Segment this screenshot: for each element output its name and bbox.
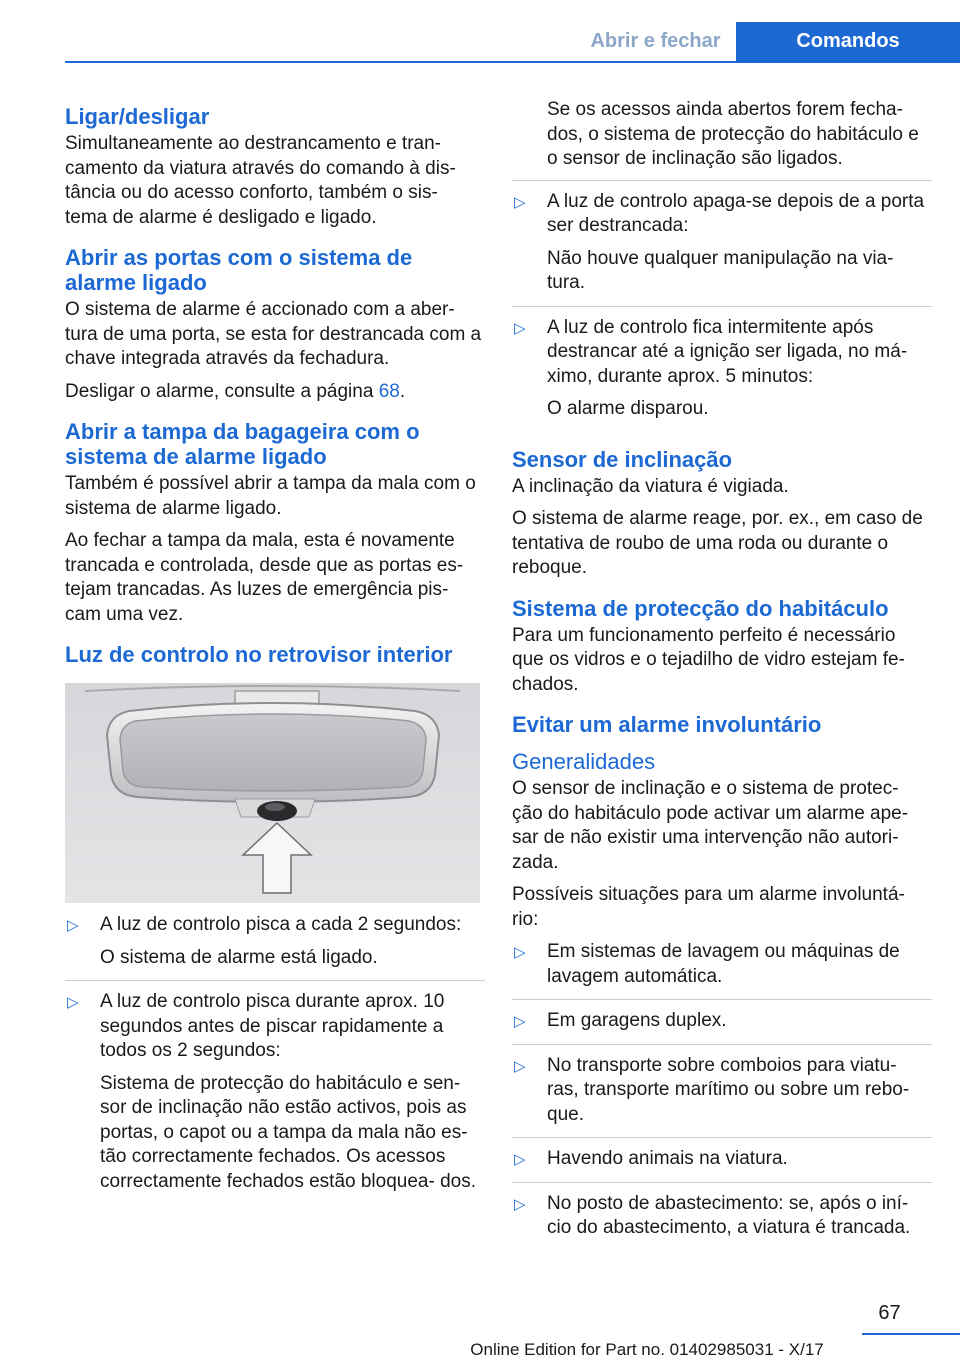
triangle-right-icon: ▷ bbox=[514, 1013, 526, 1030]
heading-evitar-alarme: Evitar um alarme involuntário bbox=[512, 712, 822, 737]
list-item-result: Não houve qualquer manipulação na via‐ tura. bbox=[547, 247, 894, 293]
list-item bbox=[65, 980, 485, 1204]
paragraph: O sensor de inclinação e o sistema de protec‐ ção do habitáculo pode activar um alarme ape‐ sar de não existir uma intervenção não autori‐ zada. bbox=[512, 778, 909, 873]
paragraph-page-ref bbox=[65, 380, 485, 405]
alarm-situations-list bbox=[512, 940, 932, 1251]
list-item-text: No posto de abastecimento: se, após o iní‐ cio do abastecimento, a viatura é trancada. bbox=[547, 1192, 911, 1238]
triangle-right-icon: ▷ bbox=[67, 917, 79, 934]
header-chapter-tab[interactable]: Comandos bbox=[736, 22, 960, 61]
triangle-right-icon: ▷ bbox=[514, 319, 526, 337]
list-item-text: Em garagens duplex. bbox=[547, 1010, 727, 1031]
footer-rule bbox=[862, 1333, 960, 1335]
indicator-list-left bbox=[65, 913, 485, 1204]
list-item-result: O sistema de alarme está ligado. bbox=[100, 946, 378, 968]
edition-footer: Online Edition for Part no. 01402985031 - X/17 bbox=[470, 1340, 824, 1359]
triangle-right-icon: ▷ bbox=[514, 193, 526, 211]
paragraph: Possíveis situações para um alarme involuntá‐ rio: bbox=[512, 884, 905, 930]
triangle-right-icon: ▷ bbox=[514, 1057, 526, 1075]
ref-text: Desligar o alarme, consulte a página bbox=[65, 380, 379, 402]
paragraph: Também é possível abrir a tampa da mala com o sistema de alarme ligado. bbox=[65, 473, 476, 519]
list-item-text: A luz de controlo fica intermitente após destrancar até a ignição ser ligada, no má‐ ximo, durante aprox. 5 minutos: bbox=[547, 316, 908, 387]
heading-sensor-inclinacao: Sensor de inclinação bbox=[512, 446, 733, 472]
heading-abrir-tampa: Abrir a tampa da bagageira com o sistema de alarme ligado bbox=[65, 419, 420, 469]
ref-suffix: . bbox=[399, 380, 406, 402]
left-column bbox=[65, 98, 485, 1204]
heading-abrir-portas: Abrir as portas com o sistema de alarme ligado bbox=[65, 245, 413, 295]
paragraph: A inclinação da viatura é vigiada. bbox=[512, 475, 789, 497]
list-item-result: Sistema de protecção do habitáculo e sen‐ sor de inclinação não estão activos, pois as portas, o capot ou a tampa da mala não es‐ tão correctamente fechados. Os acessos correctamente fechados estão bloquea‐ dos. bbox=[100, 1072, 477, 1192]
heading-proteccao-habitaculo: Sistema de protecção do habitáculo bbox=[512, 595, 889, 621]
heading-ligar-desligar: Ligar/desligar bbox=[65, 104, 210, 129]
triangle-right-icon: ▷ bbox=[514, 1151, 526, 1168]
list-item-text: Em sistemas de lavagem ou máquinas de lavagem automática. bbox=[547, 941, 900, 987]
list-item bbox=[65, 913, 485, 980]
page-link[interactable]: 68 bbox=[378, 380, 400, 402]
paragraph: Ao fechar a tampa da mala, esta é novamente trancada e controlada, desde que as portas es‐ tejam trancadas. As luzes de emergência pis‐ cam uma vez. bbox=[65, 530, 464, 625]
paragraph: Para um funcionamento perfeito é necessário que os vidros e o tejadilho de vidro estejam fe‐ chados. bbox=[512, 624, 905, 695]
list-item-result: O alarme disparou. bbox=[547, 398, 709, 419]
rearview-mirror-illustration bbox=[65, 683, 480, 903]
list-item-text: Havendo animais na viatura. bbox=[547, 1148, 788, 1169]
paragraph: O sistema de alarme reage, por. ex., em caso de tentativa de roubo de uma roda ou durante o reboque. bbox=[512, 508, 923, 578]
list-item bbox=[512, 1044, 932, 1138]
list-item bbox=[512, 940, 932, 999]
paragraph: O sistema de alarme é accionado com a aber‐ tura de uma porta, se esta for destrancada com a chave integrada através da fechadura. bbox=[65, 299, 482, 369]
header-rule bbox=[65, 61, 960, 63]
heading-luz-controlo: Luz de controlo no retrovisor interior bbox=[65, 642, 453, 667]
list-item bbox=[512, 1137, 932, 1182]
page-number: 67 bbox=[878, 1302, 901, 1324]
subheading-generalidades: Generalidades bbox=[512, 749, 656, 774]
list-item-text: A luz de controlo apaga-se depois de a porta ser destrancada: bbox=[547, 190, 925, 236]
indicator-list-right bbox=[512, 180, 932, 432]
list-continuation: Se os acessos ainda abertos forem fecha‐ dos, o sistema de protecção do habitáculo e o sensor de inclinação são ligados. bbox=[547, 99, 919, 169]
list-item bbox=[512, 999, 932, 1044]
triangle-right-icon: ▷ bbox=[514, 1195, 526, 1213]
list-item bbox=[512, 180, 932, 306]
paragraph: Simultaneamente ao destrancamento e tran‐ camento da viatura através do comando à dis‐ tância ou do acesso conforto, também o sis‐ tema de alarme é desligado e ligado. bbox=[65, 133, 456, 228]
list-item-text: No transporte sobre comboios para viatu‐ ras, transporte marítimo ou sobre um rebo‐ que. bbox=[547, 1054, 910, 1125]
triangle-right-icon: ▷ bbox=[514, 944, 526, 961]
list-item-text: A luz de controlo pisca durante aprox. 10 segundos antes de piscar rapidamente a todos os 2 segundos: bbox=[100, 991, 445, 1061]
right-column bbox=[512, 98, 932, 1251]
header-section-tab[interactable]: Abrir e fechar bbox=[590, 30, 721, 52]
list-item bbox=[512, 1182, 932, 1251]
list-item bbox=[512, 306, 932, 432]
triangle-right-icon: ▷ bbox=[67, 994, 79, 1011]
list-item-text: A luz de controlo pisca a cada 2 segundos: bbox=[100, 914, 462, 935]
rearview-mirror-figure bbox=[65, 683, 480, 903]
